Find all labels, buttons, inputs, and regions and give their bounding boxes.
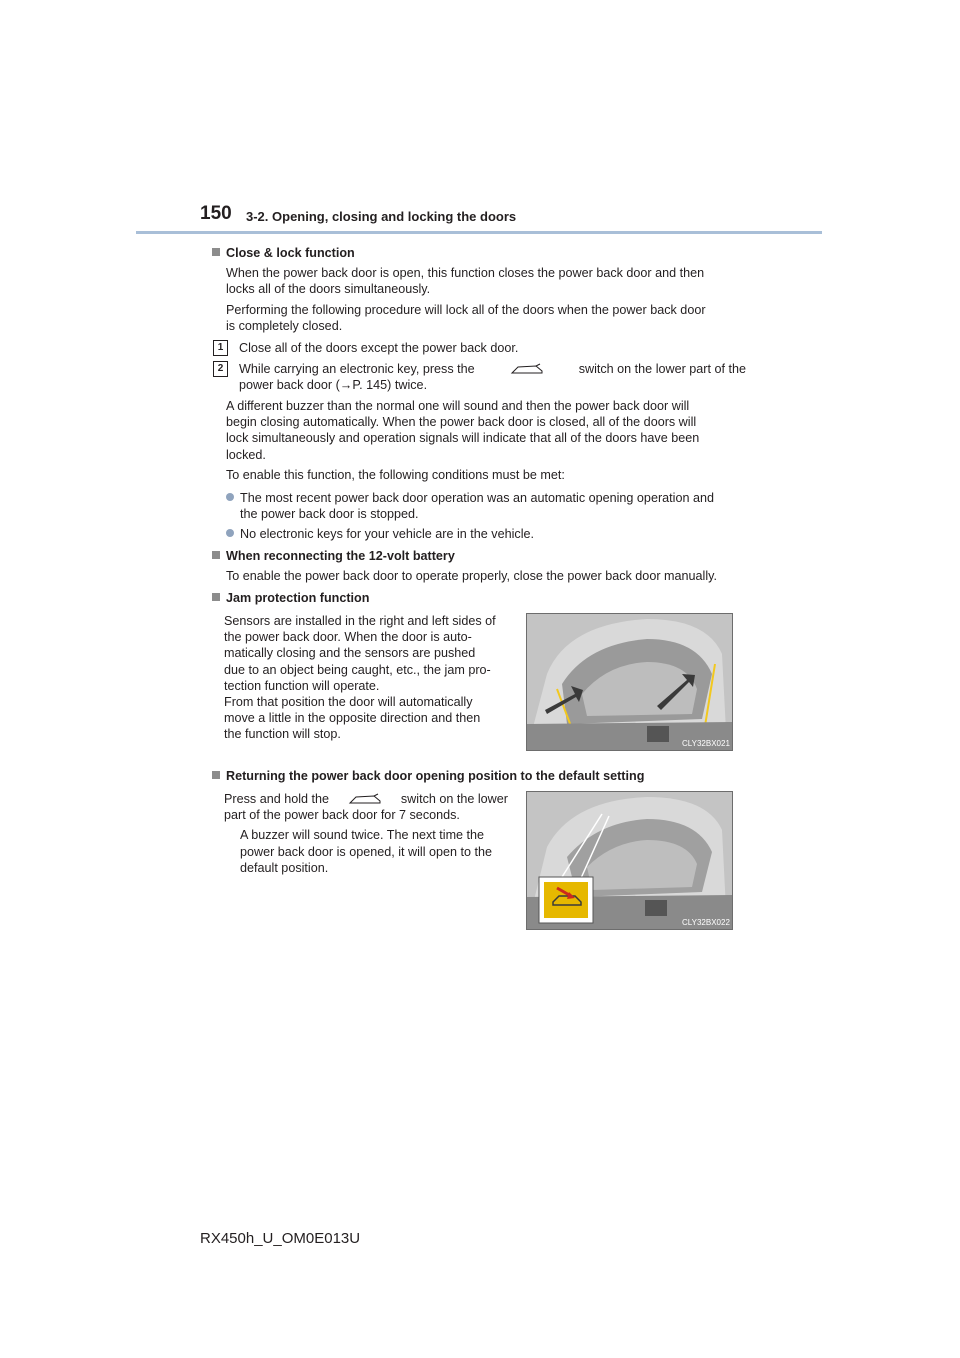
power-back-door-switch-icon [348, 793, 382, 805]
close-lock-paragraph-4: To enable this function, the following conditions must be met: [226, 468, 565, 482]
header-rule [136, 231, 822, 234]
step-1-text: Close all of the doors except the power back door. [239, 341, 519, 355]
close-lock-paragraph-3: A different buzzer than the normal one will sound and then the power back door will begin closing automatically. When the power back door is closed, all of the doors will lock simultaneously and operation signals will indicate that all of the doors have been locked. [226, 399, 700, 462]
close-lock-paragraph-2: Performing the following procedure will lock all of the doors when the power back door is completely closed. [226, 303, 706, 334]
default-position-text: Press and hold the switch on the lower part of the power back door for 7 seconds. A buzzer will sound twice. The next time the power back door is opened, it will open to the default position. [224, 792, 508, 875]
heading-square-icon [212, 593, 220, 601]
step-2-number: 2 [213, 361, 228, 377]
step-2-text: While carrying an electronic key, press the switch on the lower part of the power back door (→P. 145) twice. [239, 362, 746, 393]
battery-heading: When reconnecting the 12-volt battery [212, 548, 455, 564]
heading-square-icon [212, 248, 220, 256]
jam-text: Sensors are installed in the right and left sides of the power back door. When the door is auto- matically closing and the sensors are pushed due to an object being caught, etc., the jam pro- tection function will operate. From that position the door will automatically move a little in the opposite direction and then the function will stop. [224, 614, 496, 742]
heading-square-icon [212, 551, 220, 559]
back-door-switch-illustration [527, 792, 732, 929]
close-lock-heading: Close & lock function [212, 245, 355, 261]
figure-code: CLY32BX022 [682, 918, 730, 927]
footer-model-code: RX450h_U_OM0E013U [200, 1230, 361, 1247]
figure-code: CLY32BX021 [682, 739, 730, 748]
power-back-door-switch-icon [510, 363, 544, 375]
section-title: 3-2. Opening, closing and locking the doors [246, 209, 517, 224]
condition-bullet-2: No electronic keys for your vehicle are in the vehicle. [226, 526, 534, 542]
step-1-number: 1 [213, 340, 228, 356]
default-position-heading: Returning the power back door opening position to the default setting [212, 768, 644, 784]
default-position-result: A buzzer will sound twice. The next time the power back door is opened, it will open to the default position. [240, 828, 493, 875]
default-position-illustration [526, 791, 733, 930]
battery-text: To enable the power back door to operate properly, close the power back door manually. [226, 569, 717, 583]
jam-protection-illustration [526, 613, 733, 751]
close-lock-paragraph-1: When the power back door is open, this function closes the power back door and then locks all of the doors simultaneously. [226, 266, 705, 297]
heading-square-icon [212, 771, 220, 779]
condition-bullet-1: The most recent power back door operation was an automatic opening operation and the power back door is stopped. [226, 490, 756, 522]
back-door-sensors-illustration [527, 614, 732, 750]
bullet-dot-icon [226, 493, 234, 501]
page-number: 150 [200, 203, 232, 224]
jam-heading: Jam protection function [212, 590, 369, 606]
bullet-dot-icon [226, 529, 234, 537]
